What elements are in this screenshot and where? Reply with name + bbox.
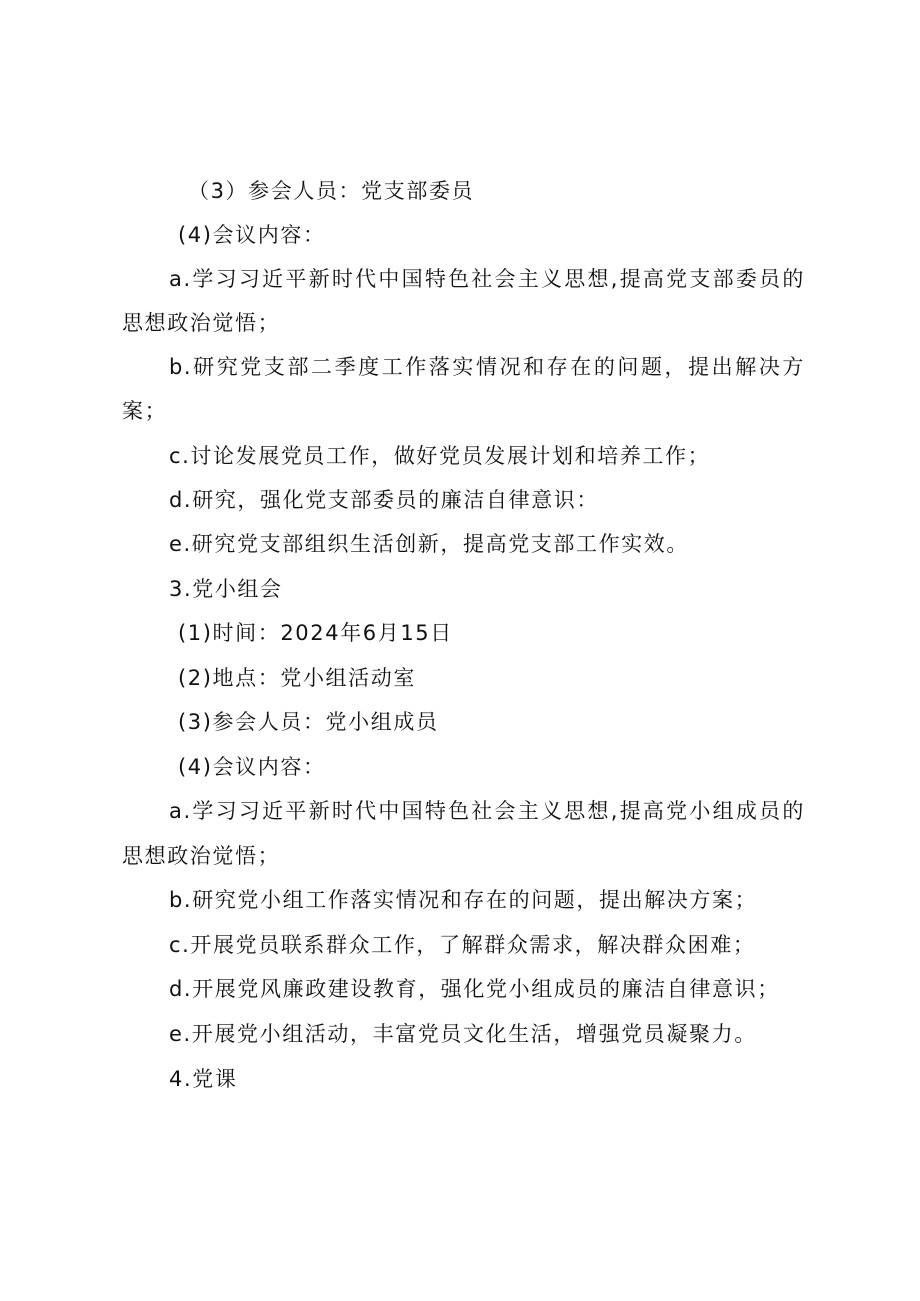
text-line: 思想政治觉悟； xyxy=(122,844,281,868)
text-line: e.研究党支部组织生活创新，提高党支部工作实效。 xyxy=(169,532,689,556)
text-line: (4)会议内容： xyxy=(178,223,326,247)
text-line: 思想政治觉悟； xyxy=(122,311,281,335)
text-line: e.开展党小组活动，丰富党员文化生活，增强党员凝聚力。 xyxy=(169,1022,757,1046)
text-line: (1)时间：2024年6月15日 xyxy=(178,621,453,645)
text-line: c.开展党员联系群众工作，了解群众需求，解决群众困难； xyxy=(169,933,756,957)
text-line: d.开展党风廉政建设教育，强化党小组成员的廉洁自律意识； xyxy=(169,977,780,1001)
text-line: a.学习习近平新时代中国特色社会主义思想,提高党支部委员的 xyxy=(169,267,805,291)
text-line: (4)会议内容： xyxy=(178,755,326,779)
text-line: a.学习习近平新时代中国特色社会主义思想,提高党小组成员的 xyxy=(169,799,805,823)
section-heading: 3.党小组会 xyxy=(169,577,283,601)
text-line: b.研究党支部二季度工作落实情况和存在的问题，提出解决方 xyxy=(169,355,805,379)
text-line: d.研究，强化党支部委员的廉洁自律意识： xyxy=(169,488,600,512)
text-line: c.讨论发展党员工作，做好党员发展计划和培养工作； xyxy=(169,444,711,468)
text-line: b.研究党小组工作落实情况和存在的问题，提出解决方案； xyxy=(169,888,758,912)
text-line: 案； xyxy=(122,399,168,423)
text-line: （3）参会人员：党支部委员 xyxy=(188,179,475,203)
text-line: (3)参会人员：党小组成员 xyxy=(178,710,439,734)
section-heading: 4.党课 xyxy=(169,1067,238,1091)
text-line: (2)地点：党小组活动室 xyxy=(178,666,416,690)
